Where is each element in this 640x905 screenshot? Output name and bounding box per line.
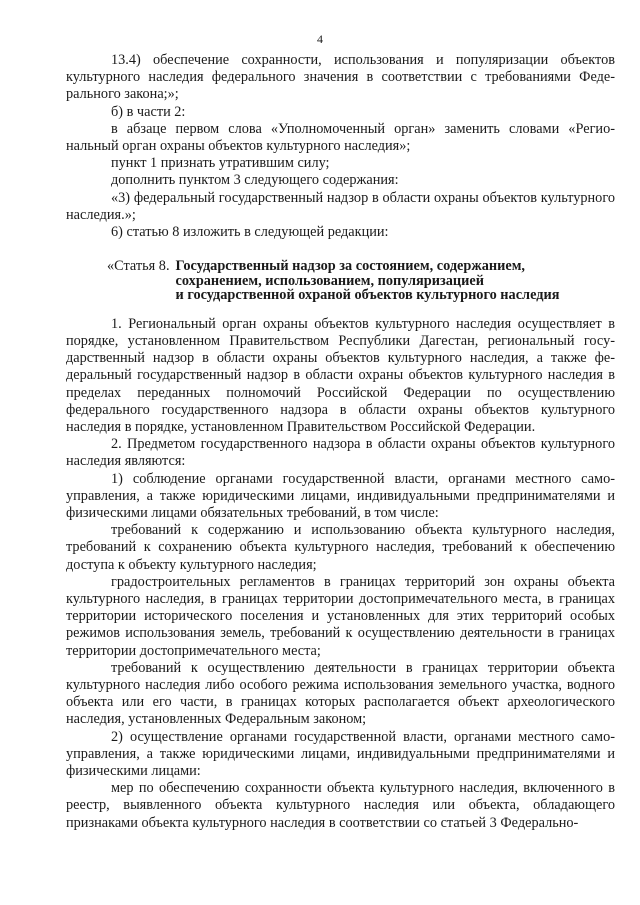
paragraph: 13.4) обеспечение сохранности, использования и популяризации объектов культурного наследия федерального значения в соответствии с требованиями Федерального закона;»; bbox=[66, 52, 615, 103]
paragraph: требований к осуществлению деятельности в границах территории объекта культурного наследия либо особого режима использования земельного участка, водного объекта или его части, в границах которых располагается объект археологического наследия, установленных Федеральным законом; bbox=[66, 659, 615, 728]
paragraph: 2) осуществление органами государственной власти, органами местного самоуправления, а также юридическими лицами, индивидуальными предпринимателями и физическими лицами: bbox=[66, 728, 615, 780]
article-label: «Статья 8. bbox=[107, 258, 170, 275]
paragraph: пункт 1 признать утратившим силу; bbox=[111, 155, 330, 172]
document-body bbox=[66, 52, 615, 832]
paragraph: мер по обеспечению сохранности объекта культурного наследия, включенного в реестр, выявленного объекта культурного наследия или объекта, обладающего признаками объекта культурного наследия в соответствии со статьей 3 Федерально- bbox=[66, 780, 615, 831]
paragraph: «3) федеральный государственный надзор в области охраны объектов культурного наследия.»; bbox=[66, 189, 615, 223]
paragraph: градостроительных регламентов в границах территорий зон охраны объекта культурного наследия, в границах территории достопримечательного места, в границах территории исторического поселения и установленных для этих территорий особых режимов использования земель, требований к осуществлению деятельности в границах территории достопримечательного места; bbox=[66, 573, 615, 659]
page-number: 4 bbox=[317, 32, 323, 46]
paragraph: требований к содержанию и использованию объекта культурного наследия, требований к сохранению объекта культурного наследия, требований к обеспечению доступа к объекту культурного наследия; bbox=[66, 522, 615, 573]
paragraph: 2. Предметом государственного надзора в области охраны объектов культурного наследия являются: bbox=[66, 436, 615, 470]
paragraph: 6) статью 8 изложить в следующей редакции: bbox=[111, 224, 389, 241]
article-title-line: Государственный надзор за состоянием, содержанием, bbox=[175, 258, 526, 275]
paragraph: 1) соблюдение органами государственной власти, органами местного самоуправления, а также юридическими лицами, индивидуальными предпринимателями и физическими лицами обязательных требований, в том числе: bbox=[66, 470, 615, 521]
paragraph: в абзаце первом слова «Уполномоченный орган» заменить словами «Региональный орган охраны объектов культурного наследия»; bbox=[66, 120, 615, 155]
paragraph: дополнить пунктом 3 следующего содержания: bbox=[111, 172, 399, 189]
article-title-line: сохранением, использованием, популяризацией bbox=[175, 272, 484, 289]
article-title-line: и государственной охраной объектов культурного наследия bbox=[175, 287, 560, 304]
article-title bbox=[176, 259, 560, 303]
paragraph: 1. Региональный орган охраны объектов культурного наследия осуществляет в порядке, установленном Правительством Республики Дагестан, региональный государственный надзор в области охраны объектов культурного наследия, а также федеральный государственный надзор в области охраны объектов культурного наследия в пределах переданных полномочий Российской Федерации по осуществлению федерального государственного надзора в области охраны объектов культурного наследия в порядке, установленном Правительством Российской Федерации. bbox=[66, 315, 615, 435]
paragraph: б) в части 2: bbox=[111, 103, 186, 120]
article-heading bbox=[66, 259, 615, 303]
